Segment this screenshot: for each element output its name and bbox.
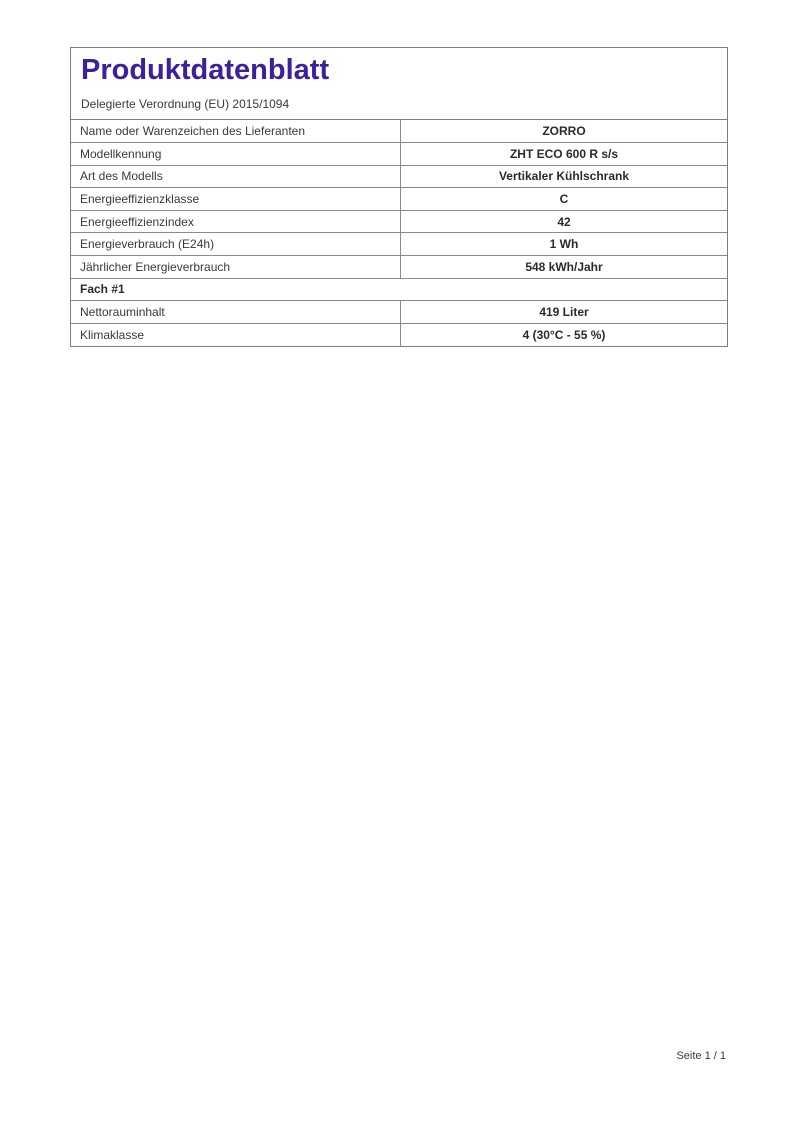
table-row-climate-class [71,324,727,347]
table-row-energy-index [71,211,727,234]
row-label: Energieeffizienzindex [71,211,401,233]
row-label: Art des Modells [71,166,401,188]
row-label: Klimaklasse [71,324,401,347]
row-value: ZHT ECO 600 R s/s [509,146,619,161]
table-row-energy-class [71,188,727,211]
table-row-energy-e24h [71,233,727,256]
row-value: ZORRO [542,124,586,139]
datasheet-table [70,47,728,347]
table-row-supplier [71,120,727,143]
page-number: Seite 1 / 1 [676,1050,726,1062]
row-label: Name oder Warenzeichen des Lieferanten [71,120,401,142]
row-label: Nettorauminhalt [71,301,401,323]
title-block [71,48,727,120]
row-label: Energieeffizienzklasse [71,188,401,210]
row-label: Energieverbrauch (E24h) [71,233,401,255]
row-value: Vertikaler Kühlschrank [498,169,630,184]
row-value: 42 [557,214,571,229]
row-label: Jährlicher Energieverbrauch [71,256,401,278]
page-title: Produktdatenblatt [81,54,330,86]
table-row-net-volume [71,301,727,324]
row-label: Modellkennung [71,143,401,165]
row-value: 4 (30°C - 55 %) [522,327,606,342]
table-section-header-fach1 [71,279,727,302]
page-subtitle: Delegierte Verordnung (EU) 2015/1094 [81,97,290,112]
table-row-model-id [71,143,727,166]
row-value: C [559,191,569,206]
row-value: 548 kWh/Jahr [525,259,603,274]
row-value: 419 Liter [539,304,589,319]
row-value: 1 Wh [549,237,579,252]
table-row-model-type [71,166,727,189]
section-label: Fach #1 [80,282,125,297]
table-row-annual-energy [71,256,727,279]
